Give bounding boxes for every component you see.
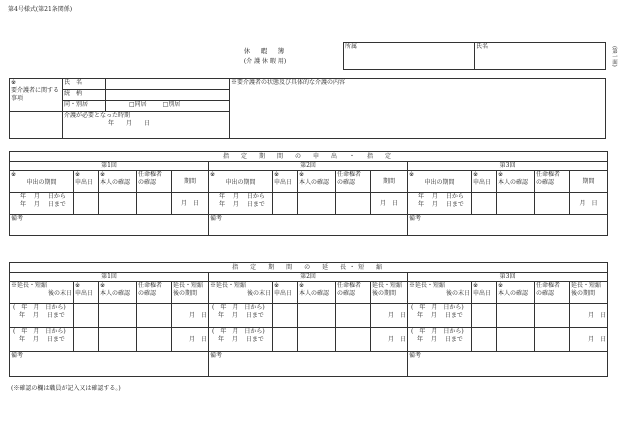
extension-period-cell[interactable] [209, 328, 273, 352]
row-to: 年 月 日まで [218, 312, 264, 319]
date-to: 年 月 日まで [219, 201, 265, 208]
col-after-header [172, 282, 209, 304]
care-need-period-field[interactable] [63, 112, 230, 139]
row-to: 年 月 日まで [417, 336, 463, 343]
extension-duration-cell[interactable]: 月 日 [570, 328, 608, 352]
col-mark: ※ [473, 171, 479, 178]
col-appointer: 任命権者 [536, 282, 561, 289]
col-date-header [472, 282, 497, 304]
col-confirm: 本人の確認 [498, 290, 529, 297]
col-change: ※延長・短縮 [409, 282, 446, 289]
extension-date-cell[interactable] [273, 304, 298, 328]
page-subtitle: (介 護 休 暇 用) [243, 58, 287, 65]
extension-round-3: 第3回 [408, 273, 608, 282]
col-confirm-header [497, 171, 535, 193]
separate-residence-checkbox[interactable]: □別居 [162, 101, 181, 108]
page-title: 休 暇 簿 [243, 47, 287, 55]
date-from: 年 月 日から [20, 193, 66, 200]
col-mark: ※ [274, 282, 280, 289]
col-mark: ※ [75, 282, 81, 289]
col-date-header [273, 171, 298, 193]
col-duration-header: 期間 [371, 171, 408, 193]
col-appointer2: の確認 [138, 290, 157, 297]
application-confirm-cell[interactable] [298, 193, 336, 215]
extension-round-2: 第2回 [209, 273, 408, 282]
col-mark: ※ [473, 282, 479, 289]
extension-confirm-cell[interactable] [497, 304, 535, 328]
col-appointer-header [137, 171, 172, 193]
side-tab: (第一面) [611, 46, 617, 67]
col-mark: ※ [409, 171, 415, 178]
extension-date-cell[interactable] [74, 328, 99, 352]
application-date-cell[interactable] [273, 193, 298, 215]
extension-period-cell[interactable] [209, 304, 273, 328]
col-appointer: 任命権者 [337, 171, 362, 178]
col-appointer-header [336, 171, 371, 193]
col-confirm: 本人の確認 [100, 290, 131, 297]
row-from: ( 年 月 日から) [411, 304, 464, 311]
extension-remarks-3[interactable]: 備考 [408, 352, 608, 377]
col-mark: ※ [274, 171, 280, 178]
col-mark: ※ [75, 171, 81, 178]
application-period-cell[interactable] [209, 193, 273, 215]
extension-appointer-cell[interactable] [336, 328, 371, 352]
name-label: 氏名 [476, 43, 489, 50]
extension-confirm-cell[interactable] [497, 328, 535, 352]
col-change2: 後の末日 [47, 290, 72, 297]
col-date-header [74, 171, 99, 193]
col-confirm-header [99, 282, 137, 304]
extension-duration-cell[interactable]: 月 日 [371, 328, 408, 352]
col-appointer: 任命権者 [337, 282, 362, 289]
application-round-2: 第2回 [209, 162, 408, 171]
date-to: 年 月 日まで [418, 201, 464, 208]
date-from: 年 月 日から [418, 193, 464, 200]
application-appointer-cell[interactable] [137, 193, 172, 215]
col-period: 申出の期間 [26, 179, 57, 186]
row-from: ( 年 月 日から) [13, 328, 66, 335]
extension-duration-cell[interactable]: 月 日 [172, 304, 209, 328]
application-period-cell[interactable] [10, 193, 74, 215]
care-relation-label: 続 柄 [63, 90, 106, 101]
application-date-cell[interactable] [74, 193, 99, 215]
extension-period-cell[interactable] [10, 328, 74, 352]
extension-date-cell[interactable] [273, 328, 298, 352]
col-appointer-header [336, 282, 371, 304]
col-period: 申出の期間 [225, 179, 256, 186]
care-living-label: 同・別居 [63, 101, 106, 112]
col-appointer: 任命権者 [536, 171, 561, 178]
col-date: 申出日 [274, 179, 293, 186]
extension-appointer-cell[interactable] [137, 328, 172, 352]
col-mark: ※ [299, 171, 305, 178]
col-appointer-header [137, 282, 172, 304]
extension-header: 指 定 期 間 の 延 長・短 縮 [10, 263, 608, 273]
col-period-header [209, 171, 273, 193]
extension-remarks-2[interactable]: 備考 [209, 352, 408, 377]
name-field[interactable] [475, 43, 606, 70]
col-appointer: 任命権者 [138, 282, 163, 289]
application-duration-cell[interactable]: 月 日 [570, 193, 608, 215]
col-change-header [408, 282, 472, 304]
extension-confirm-cell[interactable] [99, 328, 137, 352]
col-appointer2: の確認 [536, 290, 555, 297]
col-confirm-header [298, 171, 336, 193]
col-appointer2: の確認 [337, 290, 356, 297]
extension-appointer-cell[interactable] [535, 328, 570, 352]
affiliation-label: 所属 [345, 43, 358, 50]
application-confirm-cell[interactable] [497, 193, 535, 215]
col-change-header [209, 282, 273, 304]
care-state-field[interactable] [230, 79, 606, 139]
extension-duration-cell[interactable]: 月 日 [570, 304, 608, 328]
application-header: 指 定 期 間 の 申 出 ・ 指 定 [10, 152, 608, 162]
extension-table [9, 262, 608, 377]
footnote: (※確認の欄は職員が記入又は確認する。) [11, 385, 121, 392]
application-confirm-cell[interactable] [99, 193, 137, 215]
col-appointer-header [535, 282, 570, 304]
application-remarks-2[interactable]: 備考 [209, 215, 408, 236]
extension-date-cell[interactable] [74, 304, 99, 328]
col-appointer-header [535, 171, 570, 193]
care-target-mark: ※ [11, 79, 17, 86]
application-table [9, 151, 608, 236]
extension-round-1: 第1回 [10, 273, 209, 282]
col-change: ※延長・短縮 [210, 282, 247, 289]
care-name-field[interactable] [106, 79, 230, 90]
row-to: 年 月 日まで [19, 312, 65, 319]
affiliation-table [343, 42, 606, 70]
extension-period-cell[interactable] [10, 304, 74, 328]
col-after-header [570, 282, 608, 304]
care-target-label: 要介護者に関する事項 [11, 87, 60, 102]
col-date-header [273, 282, 298, 304]
col-mark: ※ [100, 282, 106, 289]
col-duration-header: 期間 [570, 171, 608, 193]
col-date-header [472, 171, 497, 193]
col-appointer2: の確認 [337, 179, 356, 186]
application-duration-cell[interactable]: 月 日 [172, 193, 209, 215]
care-relation-field[interactable] [106, 90, 230, 101]
col-after: 延長・短縮 [571, 282, 602, 289]
col-confirm: 本人の確認 [100, 179, 131, 186]
col-change: ※延長・短縮 [11, 282, 48, 289]
col-confirm-header [298, 282, 336, 304]
date-to: 年 月 日まで [20, 201, 66, 208]
extension-period-cell[interactable] [408, 304, 472, 328]
care-need-period-date: 年 月 日 [108, 120, 151, 127]
extension-period-cell[interactable] [408, 328, 472, 352]
row-from: ( 年 月 日から) [13, 304, 66, 311]
application-round-1: 第1回 [10, 162, 209, 171]
col-mark: ※ [498, 282, 504, 289]
application-appointer-cell[interactable] [336, 193, 371, 215]
row-to: 年 月 日まで [218, 336, 264, 343]
care-living-field[interactable] [106, 101, 230, 112]
row-from: ( 年 月 日から) [411, 328, 464, 335]
extension-appointer-cell[interactable] [336, 304, 371, 328]
extension-confirm-cell[interactable] [298, 328, 336, 352]
col-change2: 後の末日 [445, 290, 470, 297]
row-to: 年 月 日まで [417, 312, 463, 319]
col-confirm: 本人の確認 [299, 290, 330, 297]
col-after: 延長・短縮 [173, 282, 204, 289]
col-confirm-header [99, 171, 137, 193]
extension-duration-cell[interactable]: 月 日 [172, 328, 209, 352]
col-date: 申出日 [75, 179, 94, 186]
extension-confirm-cell[interactable] [99, 304, 137, 328]
col-mark: ※ [210, 171, 216, 178]
care-target-table [9, 78, 606, 139]
col-after: 延長・短縮 [372, 282, 403, 289]
col-mark: ※ [498, 171, 504, 178]
col-mark: ※ [11, 171, 17, 178]
extension-date-cell[interactable] [472, 304, 497, 328]
col-duration-header: 期間 [172, 171, 209, 193]
application-remarks-3[interactable]: 備考 [408, 215, 608, 236]
col-change-header [10, 282, 74, 304]
col-date: 申出日 [473, 179, 492, 186]
affiliation-field[interactable] [344, 43, 475, 70]
date-from: 年 月 日から [219, 193, 265, 200]
form-id: 第4号様式(第21条関係) [8, 6, 73, 13]
application-round-3: 第3回 [408, 162, 608, 171]
application-remarks-1[interactable]: 備考 [10, 215, 209, 236]
care-name-label: 氏 名 [63, 79, 106, 90]
col-period-header [408, 171, 472, 193]
same-residence-checkbox[interactable]: □同居 [129, 101, 147, 108]
col-confirm: 本人の確認 [498, 179, 529, 186]
col-confirm-header [497, 282, 535, 304]
col-date-header [74, 282, 99, 304]
care-state-label: ※要介護者の状態及び具体的な介護の内容 [231, 79, 346, 86]
application-appointer-cell[interactable] [535, 193, 570, 215]
row-from: ( 年 月 日から) [212, 304, 265, 311]
application-period-cell[interactable] [408, 193, 472, 215]
col-period-header [10, 171, 74, 193]
application-duration-cell[interactable]: 月 日 [371, 193, 408, 215]
col-mark: ※ [299, 282, 305, 289]
col-after-header [371, 282, 408, 304]
extension-appointer-cell[interactable] [137, 304, 172, 328]
extension-appointer-cell[interactable] [535, 304, 570, 328]
col-after2: 後の期間 [372, 290, 397, 297]
care-target-heading [10, 79, 63, 112]
application-date-cell[interactable] [472, 193, 497, 215]
col-confirm: 本人の確認 [299, 179, 330, 186]
care-need-period-label: 介護が必要となった時期 [64, 112, 131, 119]
extension-confirm-cell[interactable] [298, 304, 336, 328]
col-after2: 後の期間 [173, 290, 198, 297]
extension-date-cell[interactable] [472, 328, 497, 352]
col-change2: 後の末日 [246, 290, 271, 297]
row-to: 年 月 日まで [19, 336, 65, 343]
row-from: ( 年 月 日から) [212, 328, 265, 335]
col-appointer2: の確認 [138, 179, 157, 186]
col-mark: ※ [100, 171, 106, 178]
col-period: 申出の期間 [424, 179, 455, 186]
col-after2: 後の期間 [571, 290, 596, 297]
col-date: 申出日 [473, 290, 492, 297]
col-appointer2: の確認 [536, 179, 555, 186]
extension-remarks-1[interactable]: 備考 [10, 352, 209, 377]
col-date: 申出日 [274, 290, 293, 297]
col-appointer: 任命権者 [138, 171, 163, 178]
col-date: 申出日 [75, 290, 94, 297]
extension-duration-cell[interactable]: 月 日 [371, 304, 408, 328]
